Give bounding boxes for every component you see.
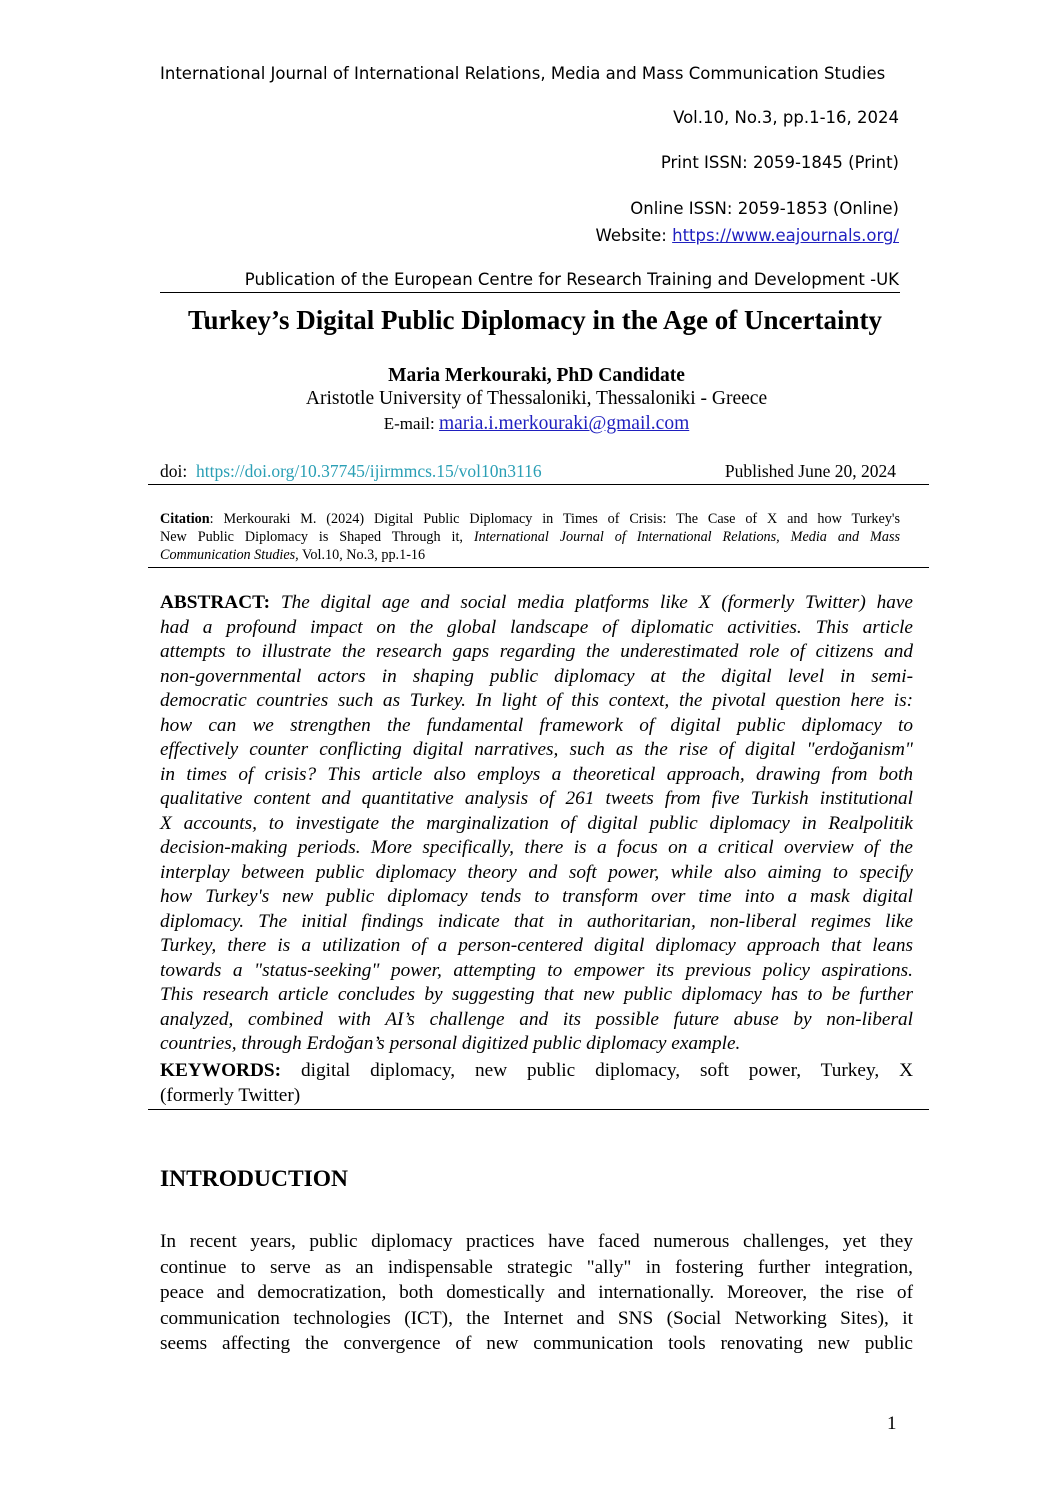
abstract-line <box>160 738 913 763</box>
abstract-text: interplay between public diplomacy theory and soft power, while also aiming to specify <box>160 861 913 883</box>
abstract-label: ABSTRACT: <box>160 592 270 613</box>
abstract-text: X accounts, to investigate the marginalization of digital public diplomacy in Realpolitik <box>160 812 913 834</box>
abstract-line <box>160 640 913 665</box>
print-issn: Print ISSN: 2059-1845 (Print) <box>660 153 899 172</box>
introduction-line: In recent years, public diplomacy practices have faced numerous challenges, yet they <box>160 1231 913 1252</box>
introduction-line: peace and democratization, both domestically and internationally. Moreover, the rise of <box>160 1282 913 1304</box>
keywords-line: (formerly Twitter) <box>160 1084 301 1106</box>
online-issn: Online ISSN: 2059-1853 (Online) <box>630 199 899 218</box>
author-name: Maria Merkouraki, PhD Candidate <box>388 365 685 386</box>
abstract-line <box>160 665 913 690</box>
introduction-body <box>160 1229 913 1357</box>
keywords-divider <box>148 1109 929 1110</box>
doi-divider <box>148 484 929 485</box>
abstract-text: countries, through Erdoğan’s personal digitized public diplomacy example. <box>160 1033 741 1054</box>
abstract-line <box>160 836 913 861</box>
author-affiliation: Aristotle University of Thessaloniki, Thessaloniki - Greece <box>305 388 768 409</box>
keywords-line <box>160 1059 913 1084</box>
abstract-line <box>160 714 913 739</box>
abstract-text: This research article concludes by suggesting that new public diplomacy has to be further <box>160 984 913 1005</box>
citation-line <box>160 510 900 528</box>
citation-line <box>160 528 900 546</box>
abstract-text: analyzed, combined with AI’s challenge and its possible future abuse by non-liberal <box>160 1008 913 1030</box>
abstract-text: Turkey, there is a utilization of a person-centered digital diplomacy approach that leans <box>160 935 913 956</box>
introduction-line: seems affecting the convergence of new communication tools renovating new public <box>160 1333 913 1355</box>
abstract-block <box>160 591 913 1057</box>
abstract-line <box>160 1032 913 1057</box>
email-line <box>0 413 1058 435</box>
abstract-line <box>160 910 913 935</box>
abstract-line <box>160 787 913 812</box>
citation-block <box>160 510 900 564</box>
citation-journal-cont: Communication Studies <box>160 547 296 563</box>
header-divider <box>160 292 900 293</box>
abstract-text: non-governmental actors in shaping public diplomacy at the digital level in semi- <box>160 665 913 687</box>
email-link[interactable]: maria.i.merkouraki@gmail.com <box>438 413 690 434</box>
abstract-text: how Turkey's new public diplomacy tends to transform over time into a mask digital <box>160 886 913 907</box>
abstract-line <box>160 983 913 1008</box>
abstract-text: effectively counter conflicting digital narratives, such as the rise of digital "erdoğanism" <box>160 739 913 760</box>
website-label: Website: <box>595 226 673 245</box>
volume-info: Vol.10, No.3, pp.1-16, 2024 <box>673 108 899 127</box>
abstract-line <box>160 689 913 714</box>
keywords-label: KEYWORDS: <box>160 1060 282 1081</box>
abstract-line <box>160 861 913 886</box>
doi-link[interactable]: https://doi.org/10.37745/ijirmmcs.15/vol10n3116 <box>195 461 542 481</box>
introduction-heading: INTRODUCTION <box>160 1166 349 1192</box>
abstract-line <box>160 616 913 641</box>
abstract-text: attempts to illustrate the research gaps regarding the underestimated role of citizens and <box>160 641 913 662</box>
abstract-line <box>160 959 913 984</box>
abstract-text: qualitative content and quantitative analysis of 261 tweets from five Turkish institutional <box>160 788 913 809</box>
citation-journal: International Journal of International Relations, Media and Mass <box>473 529 900 545</box>
citation-text-1: : Merkouraki M. (2024) Digital Public Diplomacy in Times of Crisis: The Case of X and how Turkey's <box>209 511 900 527</box>
page-number: 1 <box>887 1413 897 1434</box>
abstract-text: decision-making periods. More specifically, there is a focus on a critical overview of the <box>160 837 913 858</box>
keywords-block <box>160 1059 913 1108</box>
website-link[interactable]: https://www.eajournals.org/ <box>672 226 899 245</box>
introduction-line: communication technologies (ICT), the Internet and SNS (Social Networking Sites), it <box>160 1307 913 1329</box>
abstract-text: The digital age and social media platforms like X (formerly Twitter) have <box>270 592 913 613</box>
citation-text-2: New Public Diplomacy is Shaped Through it, <box>160 529 474 545</box>
email-label: E-mail: <box>383 414 439 433</box>
keywords-text: digital diplomacy, new public diplomacy, soft power, Turkey, X <box>281 1060 913 1081</box>
abstract-line <box>160 591 913 616</box>
abstract-text: towards a "status-seeking" power, attempting to empower its previous policy aspirations. <box>160 959 913 981</box>
citation-divider <box>148 567 929 568</box>
abstract-line <box>160 763 913 788</box>
citation-label: Citation <box>160 511 210 527</box>
abstract-line <box>160 1008 913 1033</box>
publisher-line: Publication of the European Centre for Research Training and Development -UK <box>244 270 899 289</box>
abstract-text: diplomacy. The initial findings indicate that in authoritarian, non-liberal regimes like <box>160 910 913 932</box>
abstract-text: how can we strengthen the fundamental framework of digital public diplomacy to <box>160 714 913 736</box>
introduction-line: continue to serve as an indispensable strategic "ally" in fostering further integration, <box>160 1256 913 1278</box>
doi-label: doi: <box>160 461 188 481</box>
abstract-text: in times of crisis? This article also employs a theoretical approach, drawing from both <box>160 763 913 785</box>
website-line <box>596 226 899 245</box>
abstract-line <box>160 934 913 959</box>
doi-line <box>160 461 542 482</box>
abstract-text: democratic countries such as Turkey. In light of this context, the pivotal question here is: <box>160 690 913 711</box>
citation-line <box>160 546 900 564</box>
abstract-line <box>160 885 913 910</box>
article-title: Turkey’s Digital Public Diplomacy in the Age of Uncertainty <box>188 305 882 335</box>
abstract-text: had a profound impact on the global landscape of diplomatic activities. This article <box>160 616 913 638</box>
journal-title: International Journal of International Relations, Media and Mass Communication Studies <box>160 64 886 83</box>
abstract-line <box>160 812 913 837</box>
citation-vol: , Vol.10, No.3, pp.1-16 <box>295 547 426 563</box>
published-date: Published June 20, 2024 <box>724 461 896 481</box>
